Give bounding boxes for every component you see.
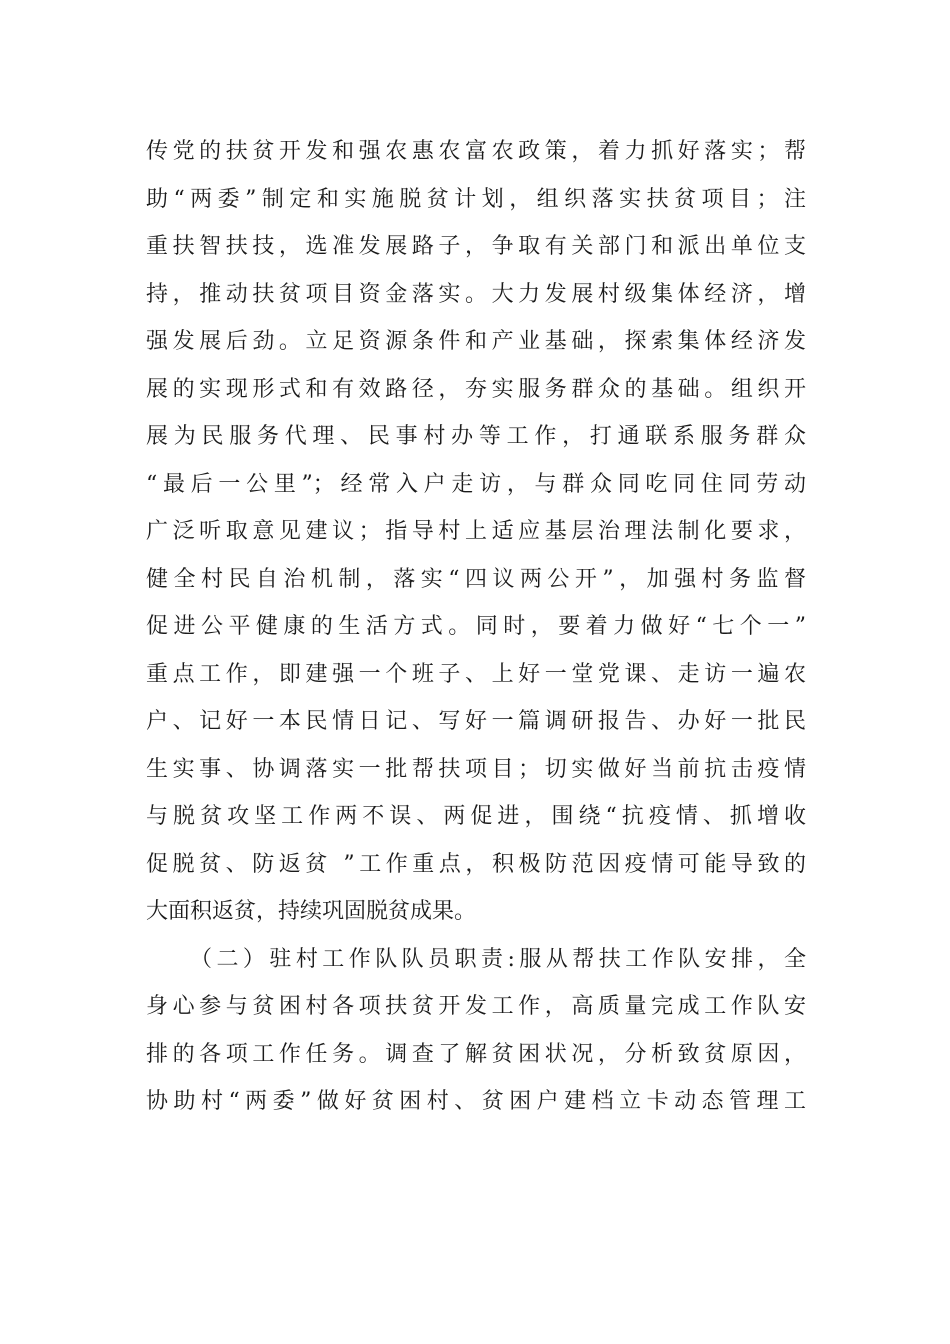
text-line-13: 户、记好一本民情日记、写好一篇调研报告、办好一批民: [146, 709, 806, 734]
text-line-11: 促进公平健康的生活方式。同时，要着力做好“七个一”: [146, 614, 806, 639]
text-line-17: 大面积返贫，持续巩固脱贫成果。: [146, 899, 477, 924]
text-line-3: 重扶智扶技，选准发展路子，争取有关部门和派出单位支: [146, 234, 806, 259]
text-line-20: 排的各项工作任务。调查了解贫困状况，分析致贫原因，: [146, 1041, 806, 1067]
text-line-7: 展为民服务代理、民事村办等工作，打通联系服务群众: [146, 424, 806, 449]
text-line-14: 生实事、协调落实一批帮扶项目；切实做好当前抗击疫情: [146, 756, 806, 782]
text-line-8: “最后一公里”；经常入户走访，与群众同吃同住同劳动: [146, 471, 806, 497]
text-line-1: 传党的扶贫开发和强农惠农富农政策，着力抓好落实；帮: [146, 139, 806, 164]
text-line-5: 强发展后劲。立足资源条件和产业基础，探索集体经济发: [146, 329, 806, 354]
text-line-19: 身心参与贫困村各项扶贫开发工作，高质量完成工作队安: [146, 994, 806, 1019]
text-line-9: 广泛听取意见建议；指导村上适应基层治理法制化要求，: [146, 519, 806, 544]
text-line-6: 展的实现形式和有效路径，夯实服务群众的基础。组织开: [146, 376, 806, 402]
text-line-18: （二）驻村工作队队员职责:服从帮扶工作队安排，全: [190, 946, 806, 972]
body-text: [146, 128, 806, 1126]
text-line-15: 与脱贫攻坚工作两不误、两促进，围绕“抗疫情、抓增收: [146, 804, 806, 829]
text-line-21: 协助村“两委”做好贫困村、贫困户建档立卡动态管理工: [146, 1089, 806, 1114]
text-line-16: 促脱贫、防返贫 ”工作重点，积极防范因疫情可能导致的: [146, 851, 806, 877]
text-line-4: 持，推动扶贫项目资金落实。大力发展村级集体经济，增: [146, 281, 806, 307]
text-line-12: 重点工作，即建强一个班子、上好一堂党课、走访一遍农: [146, 661, 806, 687]
text-line-2: 助“两委”制定和实施脱贫计划，组织落实扶贫项目；注: [146, 186, 806, 212]
text-line-10: 健全村民自治机制，落实“四议两公开”，加强村务监督: [146, 566, 806, 592]
